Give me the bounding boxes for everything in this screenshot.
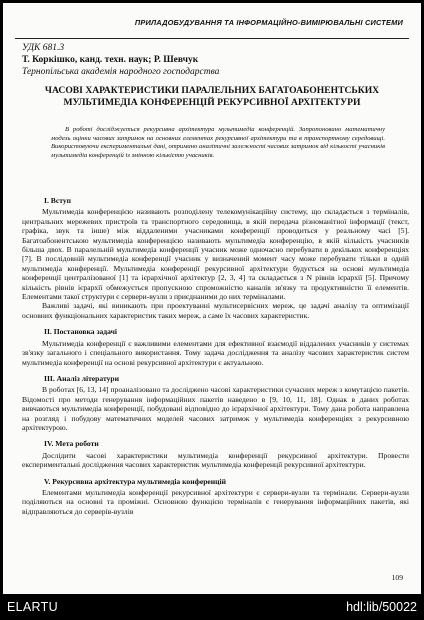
handle-id: hdl:lib/50022 [346, 600, 417, 614]
paragraph: Дослідити часові характеристики мультимедіа конференції рекурсивної архітектури. Провести експериментальні дослідження часових характеристик мультимедіа конференції рекурсивної архітектури. [22, 450, 409, 470]
paragraph: Мультимедіа конференції є важливими елементами для ефективної взаємодії віддалених учасників у системах зв'язку загального і спеціального використання. Тому задача дослідження та аналізу часових характеристик систем мультимедіа конференції на основі рекурсивної архітектури є актуальною. [22, 338, 409, 367]
udk-code: УДК 681.3 [22, 43, 65, 53]
paragraph: Мультимедіа конференцією називають розподілену телекомунікаційну систему, що складається з терміналів, центральних мережевих пристроїв та транспортного середовища, в якій передача різноманітної інформації (текст, графіка, звук та інше) між віддаленими учасниками конференції проводиться у реальному часі [5]. Багатоабонентською мультимедіа конференцією називають мультимедіа конференцію, в якій кількість учасників більша двох. В паралельній мультимедіа конференції учасник може одночасно перебувати в декількох конференціях [7]. В послідовній мультимедіа конференції учасник у визначений момент часу може перебувати тільки в одній мультимедіа конференції. Мультимедіа конференції рекурсивної архітектури будується на основі мультимедіа конференції централізованої [1] та ієрархічної архітектур [2, 3, 4] та складається з N рівнів ієрархії [5]. Причому кількість рівнів ієрархії обмежується пропускною спроможністю каналів зв'язку та продуктивністю її елементів. Елементами такої структури є сервери-вузли з приєднаними до них терміналами. [22, 207, 409, 302]
affiliation: Тернопільська академія народного господарства [22, 67, 220, 77]
repository-footer [0, 594, 424, 620]
paragraph: В роботах [6, 13, 14] проаналізовано та досліджено часові характеристики сучасних мереж з комутацією пакетів. Відомості про методи генерування інформаційних пакетів наведено в [9, 10, 11, 18]. Однак в даних роботах вивчаються мультимедіа конференції, побудовані відповідно до ієрархічної архітектури. Тому дана робота направлена на розгляд і побудову математичних моделей часових затримок у мультимедіа конференціях з рекурсивною архітектурою. [22, 385, 409, 432]
repository-name: ELARTU [7, 600, 58, 614]
section-heading-literature: ІІІ. Аналіз літератури [44, 373, 120, 383]
section-heading-intro: І. Вступ [44, 196, 71, 205]
article-title: ЧАСОВІ ХАРАКТЕРИСТИКИ ПАРАЛЕЛЬНИХ БАГАТОАБОНЕНТСЬКИХ МУЛЬТИМЕДІА КОНФЕРЕНЦІЙ РЕКУРСИВНОЇ АРХІТЕКТУРИ [44, 85, 380, 108]
section-heading-problem: ІІ. Постановка задачі [44, 327, 118, 337]
section-heading-goal: IV. Мета роботи [44, 439, 99, 449]
authors: Т. Коркішко, канд. техн. наук; Р. Шевчук [22, 55, 199, 65]
abstract: В роботі досліджується рекурсивна архітектура мультимедіа конференцій. Запропоновано математичну модель оцінки часових затримок на основних елементах рекурсивної архітектури та в транспортному середовищі. Використовуючи експериментальні дані, отримано аналітичні залежності часових затримок від кількості учасників мультимедіа конференцій із змінною кількістю учасників. [51, 126, 385, 159]
page-number: 109 [391, 573, 403, 582]
running-header-title: ПРИЛАДОБУДУВАННЯ ТА ІНФОРМАЦІЙНО-ВИМІРЮВАЛЬНІ СИСТЕМИ [134, 18, 403, 27]
paragraph: Елементами мультимедіа конференції рекурсивної архітектури є сервери-вузли та термінали. Сервери-вузли поділяються на основні та проміжні. Основною функцією терміналів є генерування інформаційних пакетів, які відправляються до серверів-вузлів [22, 487, 409, 516]
running-header [15, 9, 409, 39]
paragraph: Важливі задачі, які виникають при проектуванні мультисервісних мереж, це задачі аналізу та оптимізації основних функціональних характеристик таких мереж, а саме їх часових характеристик. [22, 301, 409, 320]
article-body [22, 196, 409, 516]
journal-page [3, 3, 421, 594]
section-heading-architecture: V. Рекурсивна архітектура мультимедіа конференцій [44, 476, 227, 486]
